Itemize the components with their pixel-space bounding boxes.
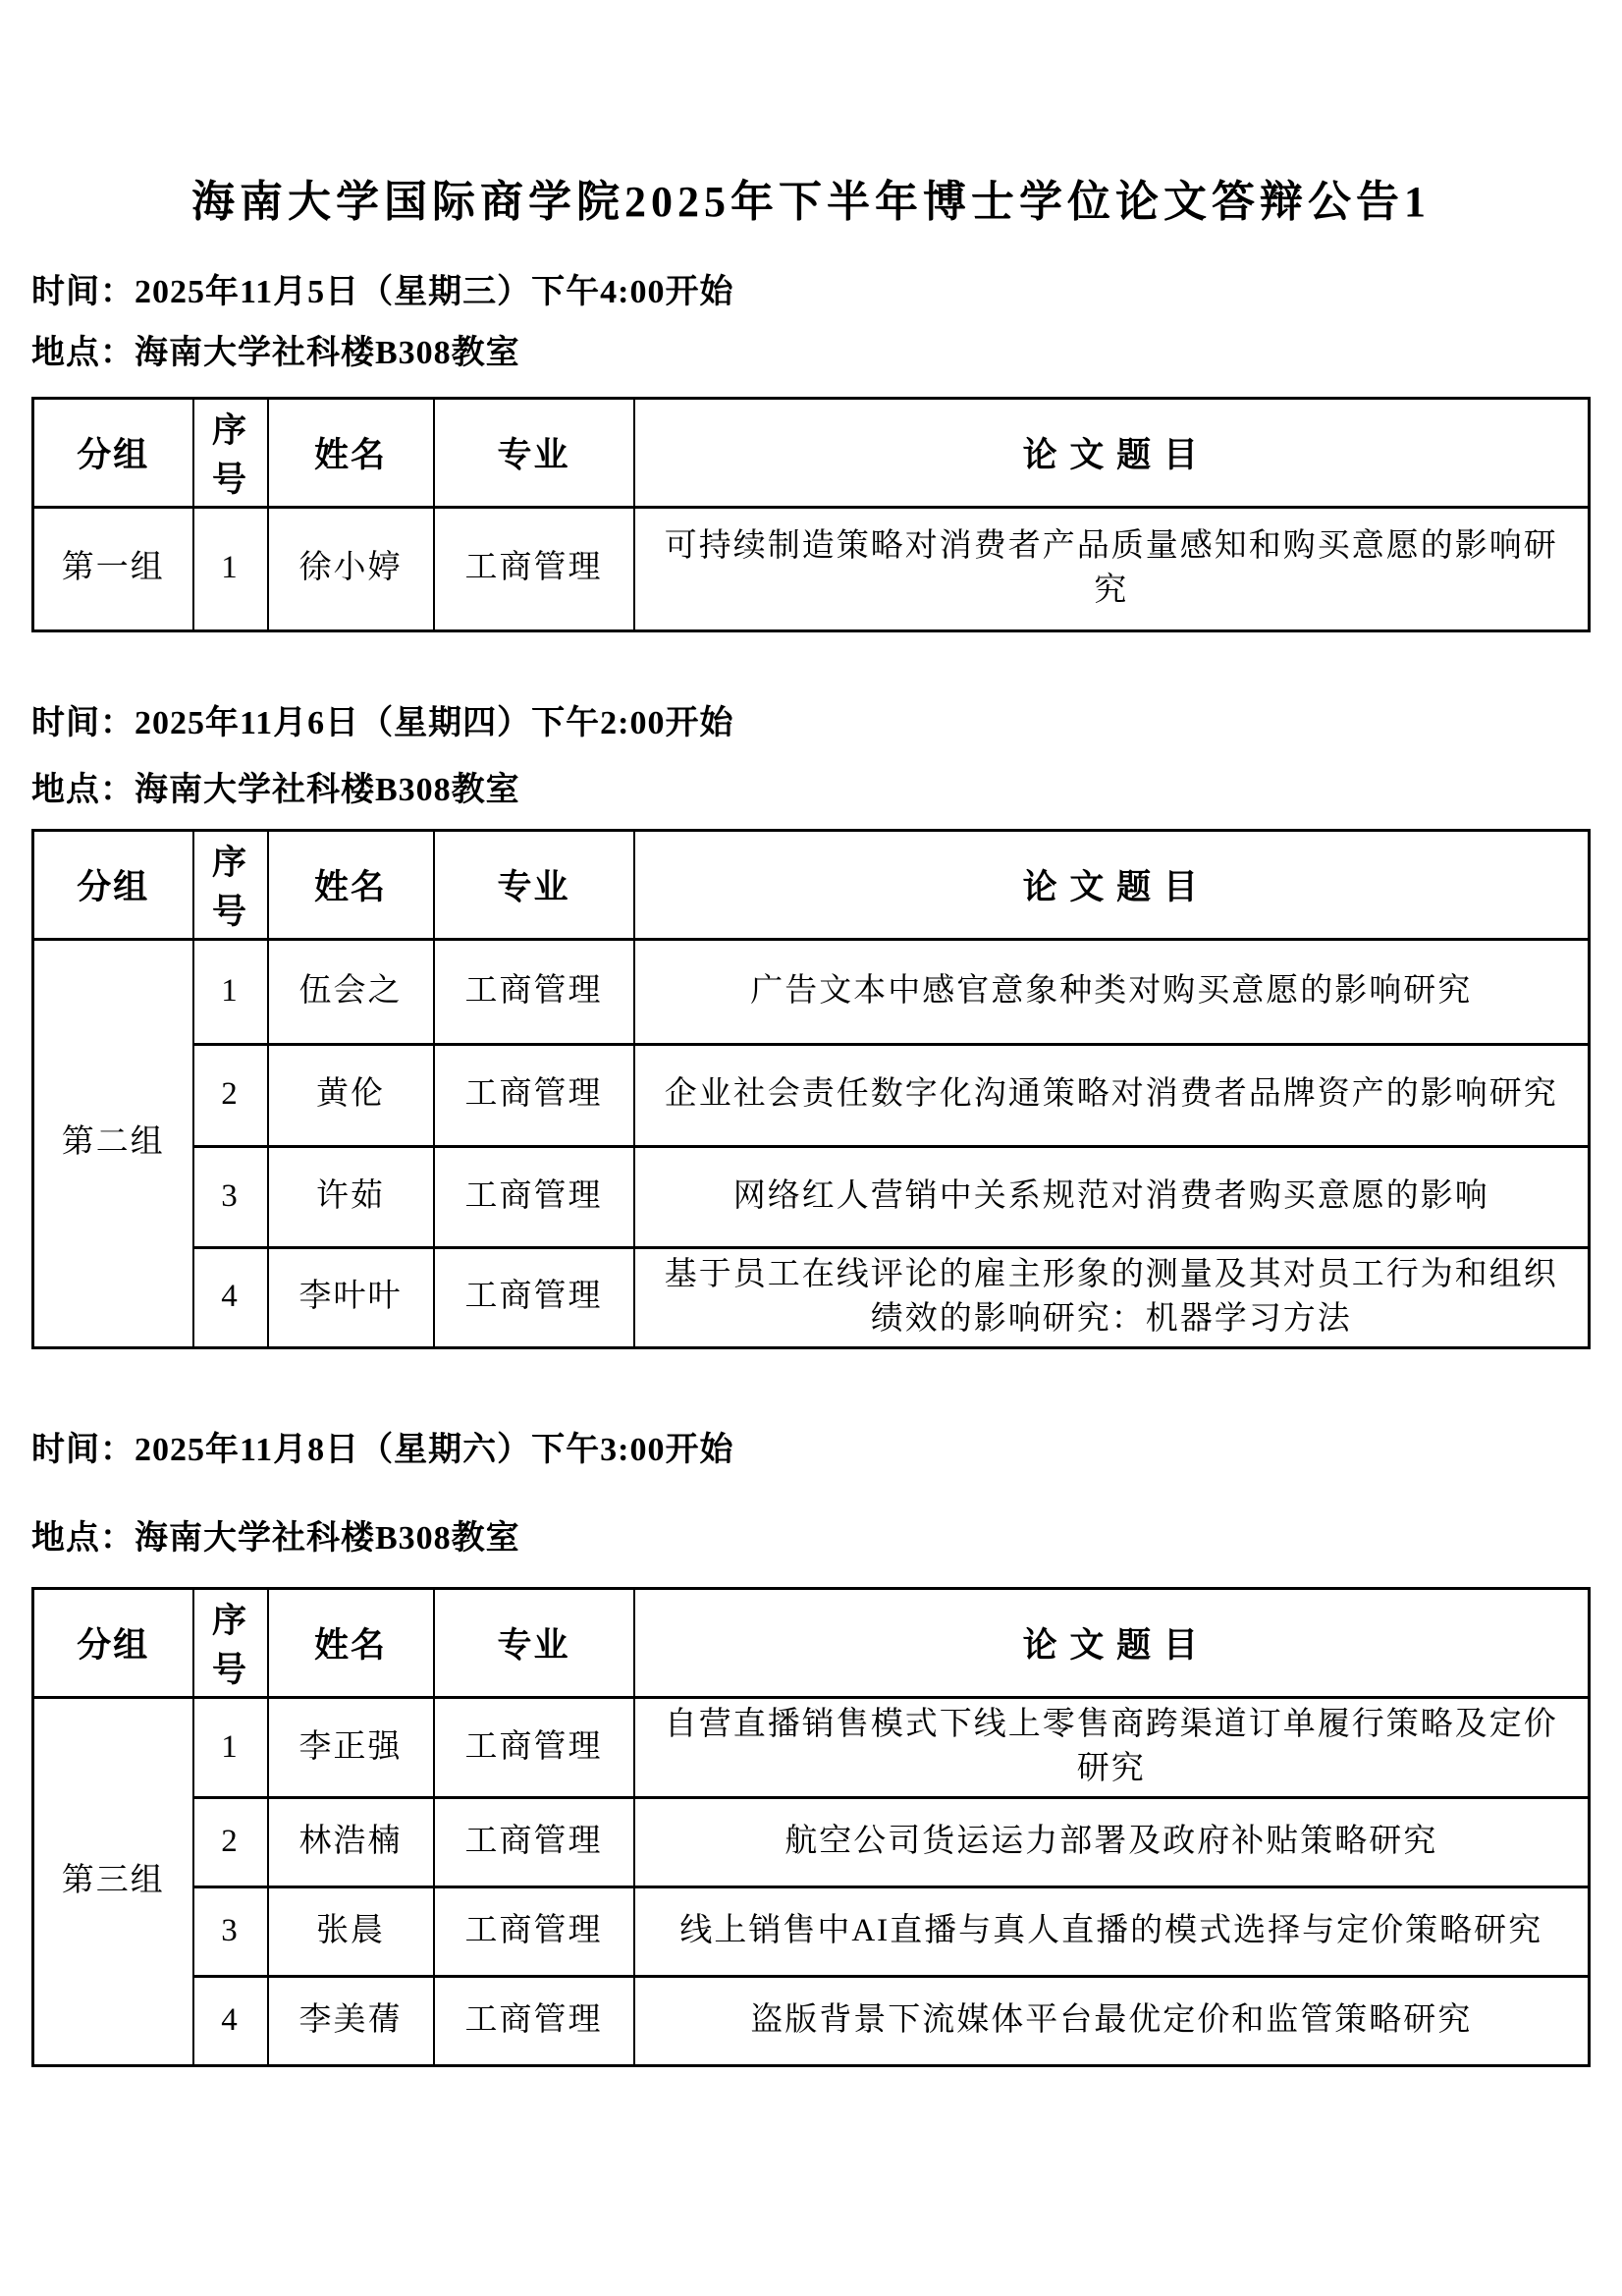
col-header-group: 分组 xyxy=(33,398,193,507)
cell-group: 第二组 xyxy=(33,939,193,1347)
cell-thesis: 盗版背景下流媒体平台最优定价和监管策略研究 xyxy=(634,1976,1590,2065)
cell-name: 黄伦 xyxy=(268,1044,434,1146)
table-2-header-row xyxy=(33,830,1590,939)
cell-thesis: 基于员工在线评论的雇主形象的测量及其对员工行为和组织绩效的影响研究：机器学习方法 xyxy=(634,1247,1590,1347)
col-header-thesis: 论 文 题 目 xyxy=(634,398,1590,507)
col-header-no: 序号 xyxy=(193,1588,268,1697)
cell-major: 工商管理 xyxy=(434,1146,634,1247)
table-row xyxy=(33,1976,1590,2065)
cell-major: 工商管理 xyxy=(434,507,634,630)
col-header-name: 姓名 xyxy=(268,830,434,939)
cell-no: 4 xyxy=(193,1247,268,1347)
cell-thesis: 网络红人营销中关系规范对消费者购买意愿的影响 xyxy=(634,1146,1590,1247)
col-header-group: 分组 xyxy=(33,830,193,939)
defense-table-1 xyxy=(31,397,1591,632)
cell-major: 工商管理 xyxy=(434,939,634,1044)
col-header-no: 序号 xyxy=(193,398,268,507)
cell-no: 3 xyxy=(193,1886,268,1976)
cell-thesis: 线上销售中AI直播与真人直播的模式选择与定价策略研究 xyxy=(634,1886,1590,1976)
session-2-location: 地点：海南大学社科楼B308教室 xyxy=(31,771,520,808)
table-row xyxy=(33,1886,1590,1976)
cell-major: 工商管理 xyxy=(434,1886,634,1976)
cell-no: 1 xyxy=(193,507,268,630)
session-3-time: 时间：2025年11月8日（星期六）下午3:00开始 xyxy=(31,1431,734,1468)
col-header-no: 序号 xyxy=(193,830,268,939)
cell-no: 2 xyxy=(193,1797,268,1886)
table-row xyxy=(33,1697,1590,1797)
cell-name: 徐小婷 xyxy=(268,507,434,630)
col-header-name: 姓名 xyxy=(268,398,434,507)
col-header-thesis: 论 文 题 目 xyxy=(634,830,1590,939)
session-3 xyxy=(31,1432,1591,2067)
table-row xyxy=(33,1247,1590,1347)
table-row xyxy=(33,939,1590,1044)
cell-no: 1 xyxy=(193,1697,268,1797)
cell-name: 张晨 xyxy=(268,1886,434,1976)
page-title: 海南大学国际商学院2025年下半年博士学位论文答辩公告1 xyxy=(191,178,1431,226)
col-header-group: 分组 xyxy=(33,1588,193,1697)
cell-group: 第三组 xyxy=(33,1697,193,2065)
cell-major: 工商管理 xyxy=(434,1797,634,1886)
session-1-location: 地点：海南大学社科楼B308教室 xyxy=(31,335,520,372)
col-header-major: 专业 xyxy=(434,1588,634,1697)
table-row xyxy=(33,1146,1590,1247)
cell-name: 李叶叶 xyxy=(268,1247,434,1347)
cell-major: 工商管理 xyxy=(434,1247,634,1347)
cell-thesis: 广告文本中感官意象种类对购买意愿的影响研究 xyxy=(634,939,1590,1044)
cell-name: 李正强 xyxy=(268,1697,434,1797)
cell-thesis: 航空公司货运运力部署及政府补贴策略研究 xyxy=(634,1797,1590,1886)
cell-major: 工商管理 xyxy=(434,1976,634,2065)
table-row xyxy=(33,507,1590,630)
cell-name: 林浩楠 xyxy=(268,1797,434,1886)
cell-no: 1 xyxy=(193,939,268,1044)
session-1 xyxy=(31,274,1591,631)
defense-table-2 xyxy=(31,829,1591,1349)
cell-major: 工商管理 xyxy=(434,1697,634,1797)
defense-table-3 xyxy=(31,1587,1591,2067)
cell-name: 伍会之 xyxy=(268,939,434,1044)
col-header-major: 专业 xyxy=(434,830,634,939)
session-1-time: 时间：2025年11月5日（星期三）下午4:00开始 xyxy=(31,274,734,311)
col-header-thesis: 论 文 题 目 xyxy=(634,1588,1590,1697)
cell-no: 4 xyxy=(193,1976,268,2065)
col-header-name: 姓名 xyxy=(268,1588,434,1697)
session-2 xyxy=(31,705,1591,1349)
cell-no: 3 xyxy=(193,1146,268,1247)
cell-name: 李美蒨 xyxy=(268,1976,434,2065)
table-row xyxy=(33,1797,1590,1886)
cell-major: 工商管理 xyxy=(434,1044,634,1146)
cell-no: 2 xyxy=(193,1044,268,1146)
session-2-time: 时间：2025年11月6日（星期四）下午2:00开始 xyxy=(31,704,734,741)
cell-thesis: 可持续制造策略对消费者产品质量感知和购买意愿的影响研究 xyxy=(634,507,1590,630)
cell-group: 第一组 xyxy=(33,507,193,630)
table-row xyxy=(33,1044,1590,1146)
session-3-location: 地点：海南大学社科楼B308教室 xyxy=(31,1519,520,1557)
cell-thesis: 自营直播销售模式下线上零售商跨渠道订单履行策略及定价研究 xyxy=(634,1697,1590,1797)
table-3-header-row xyxy=(33,1588,1590,1697)
cell-thesis: 企业社会责任数字化沟通策略对消费者品牌资产的影响研究 xyxy=(634,1044,1590,1146)
col-header-major: 专业 xyxy=(434,398,634,507)
cell-name: 许茹 xyxy=(268,1146,434,1247)
table-1-header-row xyxy=(33,398,1590,507)
